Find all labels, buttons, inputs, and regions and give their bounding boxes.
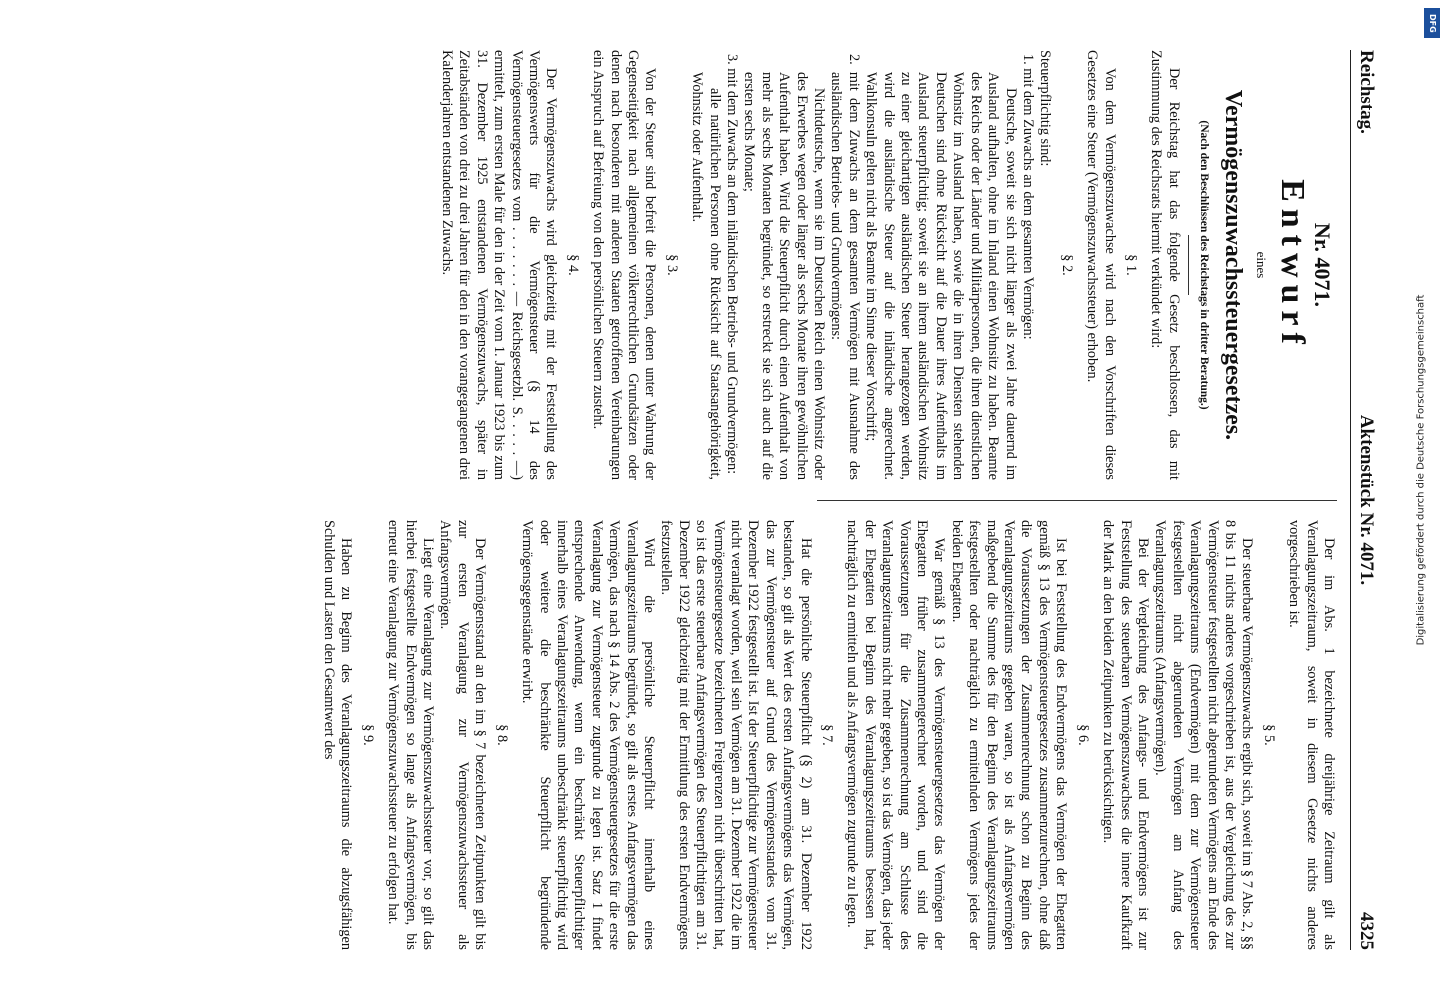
section-7-text-1: Hat die persönliche Steuerpflicht (§ 2) am 31. Dezember 1922 bestanden, so gilt als Wert des ersten Anfangsvermögens das Vermögen, das zur Vermögensteuer auf Grund des Vermögensstandes vom 31. Dezember 1922 festgestellt ist. Ist der Steuerpflichtige zur Vermögensteuer nicht veranlagt worden, weil sein Vermögen am 31. Dezember 1922 die im Vermögensteuergesetze bezeichneten Freigrenzen nicht überschritten hat, so ist das erste steuerbare Anfangsvermögen des Steuerpflichtigen am 31. Dezember 1922 gleichzeitig mit der Ermittlung des ersten Endvermögens festzustellen. (658, 520, 814, 950)
section-3-heading: § 3. (663, 254, 680, 276)
section-8-heading: § 8. (493, 724, 510, 746)
entwurf-heading: Entwurf (1273, 179, 1311, 351)
divider (1188, 235, 1189, 295)
eines-word: eines (1253, 251, 1269, 279)
section-2-item-1-text: Deutsche, soweit sie sich nicht länger als zwei Jahre dauernd im Ausland aufhalten, ohne im Inland einen Wohnsitz zu haben. Beamte des Reichs oder der Länder und Militärpersonen, die ihren dienstlichen Wohnsitz im Ausland haben, sowie die in ihren Diensten stehenden Deutschen sind ohne Rücksicht auf die Dauer ihres Aufenthalts im Ausland steuerpflichtig; soweit sie an ihrem ausländischen Wohnsitz zu einer gleichartigen ausländischen Steuer herangezogen werden, wird die ausländische Steuer auf die inländische angerechnet. Wahlkonsuln gelten nicht als Beamte im Sinne dieser Vorschrift; (863, 72, 1019, 480)
header-left: Reichstag. (1356, 50, 1377, 134)
section-2-item-1: 1. mit dem Zuwachs an dem gesamten Vermögen: (1019, 54, 1036, 340)
section-2-item-2: 2. mit dem Zuwachs an dem gesamten Vermögen mit Ausnahme des ausländischen Betriebs- und Grundvermögens: (828, 54, 862, 480)
section-2-item-3-text: alle natürlichen Personen ohne Rücksicht auf Staatsangehörigkeit, Wohnsitz oder Aufenthalt. (689, 72, 723, 480)
right-column (57, 520, 1337, 950)
section-2-item-3: 3. mit dem Zuwachs an dem inländischen Betriebs- und Grundvermögen: (724, 54, 741, 475)
column-divider (817, 500, 1337, 501)
dfg-logo: DFG (1424, 8, 1440, 38)
section-7-heading: § 7. (819, 724, 836, 746)
digitization-credit-text: Digitalisierung gefördert durch die Deutsche Forschungsgemeinschaft (1415, 294, 1427, 646)
document-page (27, 10, 1407, 990)
section-8-text-2: Liegt eine Veranlagung zur Vermögenszuwachssteuer vor, so gilt das hierbei festgestellte Endvermögen so lange als Anfangsvermögen, bis erneut eine Veranlagung zur Vermögenszuwachssteuer zu erfolgen hat. (385, 520, 437, 950)
section-6-text-1: Ist bei Feststellung des Endvermögens das Vermögen der Ehegatten gemäß § 13 des Vermögensteuergesetzes zusammenzurechnen, ohne daß die Voraussetzungen der Zusammenrechnung schon zu Beginn des Veranlagungszeitraums gegeben waren, so ist als Anfangsvermögen maßgebend die Summe des für den Beginn des Veranlagungszeitraums festgestellten oder nachträglich zu ermittelnden Vermögens jedes der beiden Ehegatten. (948, 520, 1070, 950)
section-6-heading: § 6. (1074, 724, 1091, 746)
intro-paragraph: Der Reichstag hat das folgende Gesetz beschlossen, das mit Zustimmung des Reichsrats hiermit verkündet wird: (1148, 50, 1182, 480)
section-4-heading: § 4. (564, 254, 581, 276)
section-5-heading: § 5. (1260, 724, 1277, 746)
section-7-text-2: Wird die persönliche Steuerpflicht innerhalb eines Veranlagungszeitraums begründet, so gilt als erstes Anfangsvermögen das Vermögen, das nach § 14 Abs. 2 des Vermögensteuergesetzes für die erste Veranlagung zur Vermögensteuer zugrunde zu legen ist. Satz 1 findet entsprechende Anwendung, wenn ein beschränkt Steuerpflichtiger innerhalb eines Veranlagungszeitraums unbeschränkt steuerpflichtig wird oder weitere die beschränkte Steuerpflicht begründende Vermögensgegenstände erwirbt. (519, 520, 657, 950)
editorial-note: (Nach den Beschlüssen des Reichstags in dritter Beratung.) (1198, 120, 1211, 410)
page-sheet (47, 50, 1377, 950)
section-9-heading: § 9. (359, 724, 376, 746)
law-title: Vermögenszuwachssteuergesetzes. (1220, 89, 1247, 441)
section-2-heading: § 2. (1058, 254, 1075, 276)
columns (57, 50, 1337, 950)
section-9-text: Haben zu Beginn des Veranlagungszeitraums die abzugsfähigen Schulden und Lasten den Gesamtwert des (321, 520, 355, 950)
section-2-item-2-text: Nichtdeutsche, wenn sie im Deutschen Reich einen Wohnsitz oder des Erwerbes wegen oder länger als sechs Monate ihren gewöhnlichen Aufenthalt haben. Wird die Steuerpflicht durch einen Aufenthalt von mehr als sechs Monaten begründet, so erstreckt sie sich auch auf die ersten sechs Monate; (741, 72, 828, 480)
section-4-continued: Der im Abs. 1 bezeichnete dreijährige Zeitraum gilt als Veranlagungszeitraum, soweit in diesem Gesetze nichts anderes vorgeschrieben ist. (1286, 520, 1337, 950)
section-4-text: Der Vermögenszuwachs wird gleichzeitig mit der Feststellung des Vermögenswerts für die Vermögensteuer (§ 14 des Vermögensteuergesetzes vom . . . . . . . — Reichsgesetzbl. S. . . . . —) ermittelt, zum ersten Male für den in der Zeit vom 1. Januar 1923 bis zum 31. Dezember 1925 entstandenen Vermögenszuwachs, später in Zeitabständen von drei zu drei Jahren für den in den vorangegangenen drei Kalenderjahren entstandenen Zuwachs. (438, 50, 560, 480)
section-3-text: Von der Steuer sind befreit die Personen, denen unter Wahrung der Gegenseitigkeit nach allgemeinen völkerrechtlichen Grundsätzen oder denen nach besonderen mit anderen Staaten getroffenen Vereinbarungen ein Anspruch auf Befreiung von den persönlichen Steuern zusteht. (590, 50, 659, 480)
section-8-text-1: Der Vermögensstand an den im § 7 bezeichneten Zeitpunkten gilt bis zur ersten Veranlagung zur Vermögenszuwachssteuer als Anfangsvermögen. (437, 520, 489, 950)
header-center: Aktenstück Nr. 4071. (1356, 414, 1377, 586)
section-2-intro: Steuerpflichtig sind: (1037, 50, 1054, 167)
page-number: 4325 (1356, 912, 1377, 950)
section-6-text-2: War gemäß § 13 des Vermögensteuergesetzes das Vermögen der Ehegatten früher zusammengerechnet worden, und sind die Voraussetzungen für die Zusammenrechnung am Schlusse des Veranlagungszeitraums nicht mehr gegeben, so ist das Vermögen, das jeder der Ehegatten bei Beginn des Veranlagungszeitraums besessen hat, nachträglich zu ermitteln und als Anfangsvermögen zugrunde zu legen. (844, 520, 948, 950)
section-1-heading: § 1. (1122, 254, 1139, 276)
left-column (57, 50, 1337, 480)
section-1-text: Von dem Vermögenszuwachse wird nach den Vorschriften dieses Gesetzes eine Steuer (Vermögenszuwachssteuer) erhoben. (1084, 50, 1118, 480)
section-5-text-2: Bei der Vergleichung des Anfangs- und Endvermögens ist zur Feststellung des steuerbaren Vermögenszuwachses die innere Kaufkraft der Mark an den beiden Zeitpunkten zu berücksichtigen. (1100, 520, 1151, 950)
section-5-text-1: Der steuerbare Vermögenszuwachs ergibt sich, soweit im § 7 Abs. 2, §§ 8 bis 11 nichts anderes vorgeschrieben ist, aus der Vergleichung des zur Vermögensteuer festgestellten nicht abgerundeten Vermögens am Ende des Veranlagungszeitraums (Endvermögen) mit dem zur Vermögensteuer festgestellten nicht abgerundeten Vermögen am Anfang des Veranlagungszeitraums (Anfangsvermögen). (1152, 520, 1256, 950)
running-header (1350, 50, 1377, 950)
digitization-credit (1414, 120, 1428, 820)
document-number: Nr. 4071. (1310, 222, 1335, 308)
